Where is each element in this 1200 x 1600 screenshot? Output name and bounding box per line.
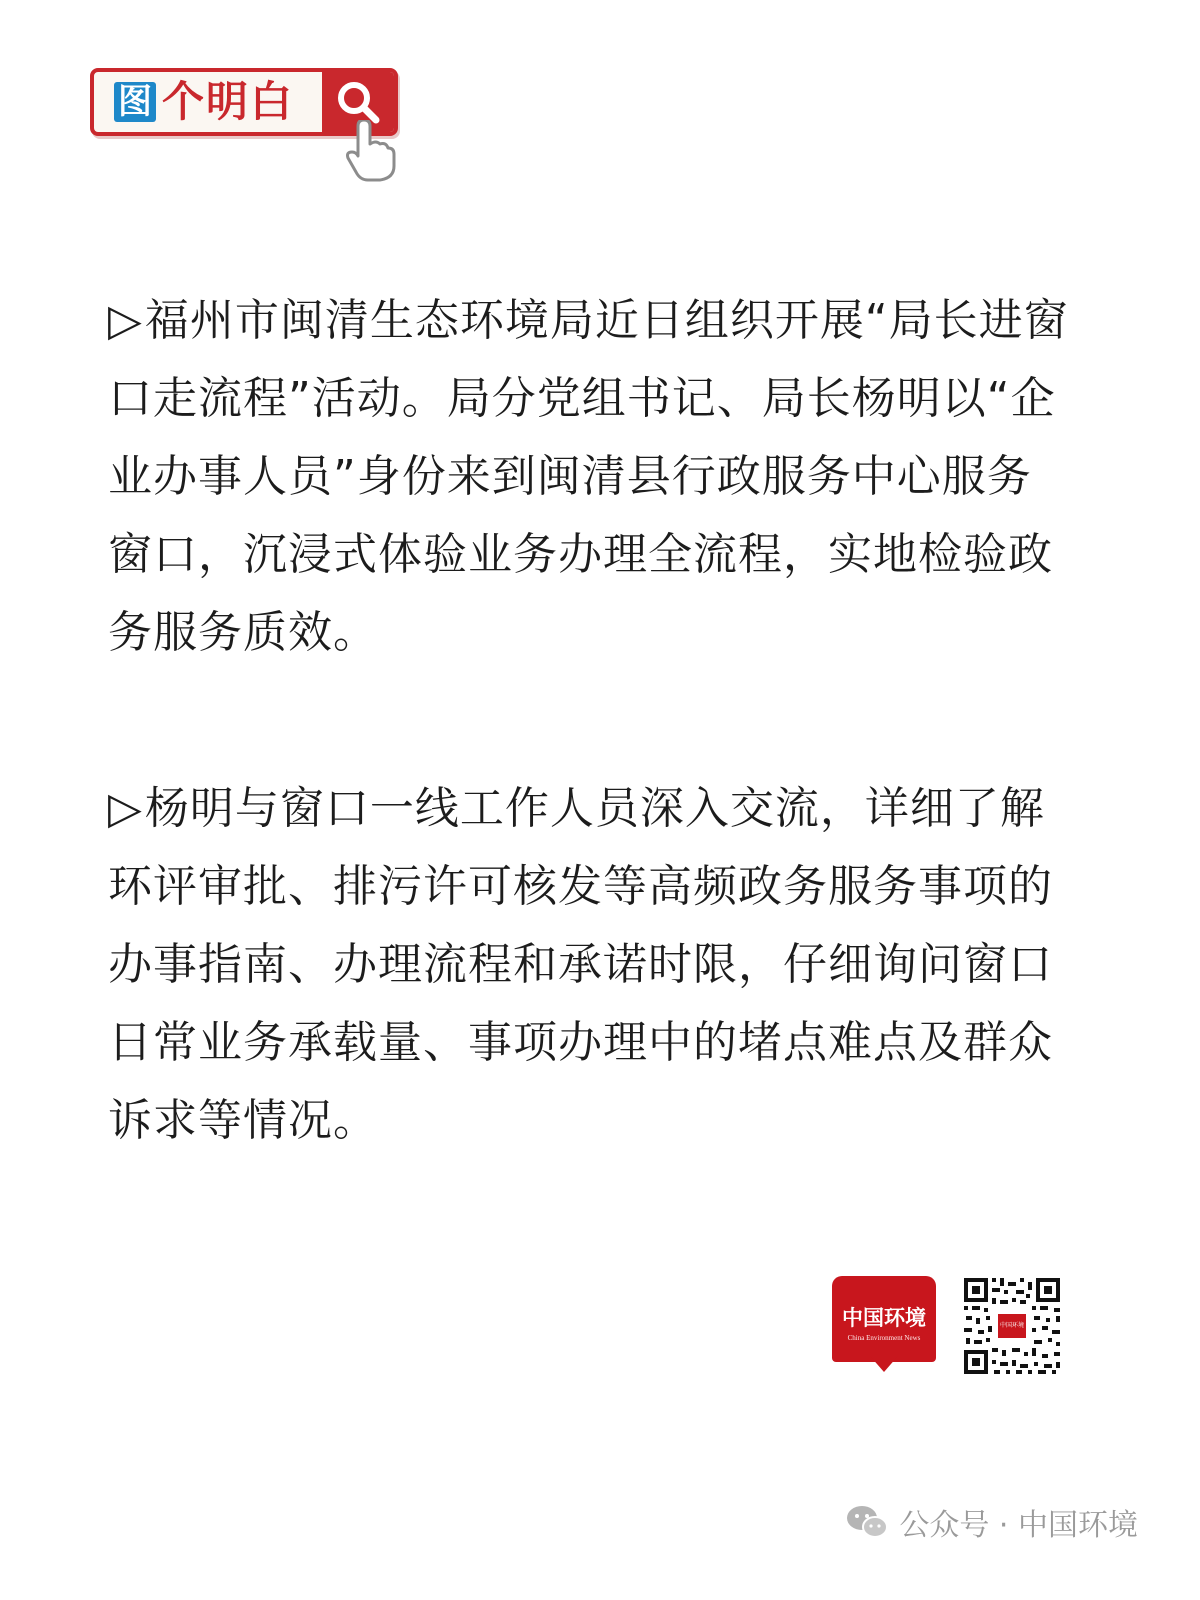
paragraph-text: 杨明与窗口一线工作人员深入交流，详细了解环评审批、排污许可核发等高频政务服务事项的办事指南、办理流程和承诺时限，仔细询问窗口日常业务承载量、事项办理中的堵点难点及群众诉求等情况。 <box>108 783 1053 1146</box>
triangle-marker-icon: ▷ <box>108 783 143 834</box>
logo-title: 中国环境 <box>842 1305 926 1330</box>
wechat-watermark <box>845 1500 1138 1544</box>
badge-tu-char: 图 <box>114 82 156 122</box>
paragraph-text: 福州市闽清生态环境局近日组织开展“局长进窗口走流程”活动。局分党组书记、局长杨明以“企业办事人员”身份来到闽清县行政服务中心服务窗口，沉浸式体验业务办理全流程，实地检验政务服务质效。 <box>108 295 1069 658</box>
article-paragraph-2 <box>108 770 1072 1160</box>
logo-subtitle: China Environment News <box>847 1334 921 1342</box>
china-environment-logo <box>832 1276 936 1372</box>
badge-title: 个明白 <box>162 77 295 126</box>
pointing-hand-icon <box>340 120 400 186</box>
logo-tail <box>870 1356 898 1372</box>
triangle-marker-icon: ▷ <box>108 295 143 346</box>
header-badge <box>90 68 398 136</box>
watermark-text: 公众号 · 中国环境 <box>899 1508 1138 1543</box>
wechat-icon <box>845 1503 889 1541</box>
article-paragraph-1 <box>108 282 1072 672</box>
qr-center-logo: 中国环境 <box>996 1312 1028 1340</box>
qr-code[interactable] <box>962 1276 1062 1376</box>
